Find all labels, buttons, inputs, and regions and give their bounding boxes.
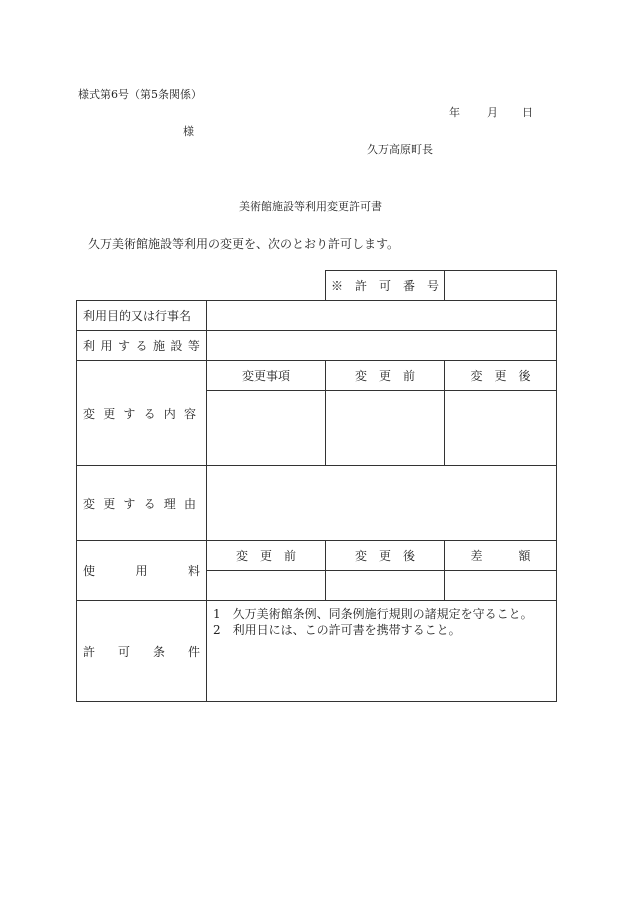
reason-label-cell: [77, 466, 207, 541]
date-year: 年: [449, 106, 460, 119]
date-month: 月: [487, 106, 498, 119]
fee-after-value: [326, 571, 445, 601]
fee-difference-value: [445, 571, 557, 601]
form-id: 様式第6号（第5条関係）: [78, 88, 202, 101]
permit-number-label: ※ 許 可 番 号: [326, 271, 445, 301]
change-content-label: 変 更 す る 内 容: [83, 406, 196, 421]
change-header-before: 変 更 前: [326, 361, 445, 391]
fee-before-value: [207, 571, 326, 601]
addressee-suffix: 様: [183, 125, 194, 138]
fee-label: 使 用 料: [83, 564, 200, 578]
change-before-value: [326, 391, 445, 466]
fee-header-before: 変 更 前: [207, 541, 326, 571]
conditions-label-cell: [77, 601, 207, 702]
change-header-after: 変 更 後: [445, 361, 557, 391]
change-content-label-cell: [77, 361, 207, 466]
condition-item: 2 利用日には、この許可書を携帯すること。: [213, 623, 461, 637]
conditions-list: [207, 601, 557, 702]
document-title: 美術館施設等利用変更許可書: [239, 200, 382, 213]
change-after-value: [445, 391, 557, 466]
fee-header-after: 変 更 後: [326, 541, 445, 571]
issuer-name: 久万高原町長: [367, 143, 433, 156]
intro-text: 久万美術館施設等利用の変更を、次のとおり許可します。: [88, 237, 400, 251]
permit-form-table: [76, 270, 557, 702]
fee-header-difference: 差 額: [445, 541, 557, 571]
change-header-item: 変更事項: [207, 361, 326, 391]
date-day: 日: [522, 106, 533, 119]
blank-cell: [77, 271, 326, 301]
permit-number-value: [445, 271, 557, 301]
facility-label-cell: [77, 331, 207, 361]
condition-item: 1 久万美術館条例、同条例施行規則の諸規定を守ること。: [213, 607, 533, 621]
fee-label-cell: [77, 541, 207, 601]
purpose-label: 利用目的又は行事名: [77, 301, 207, 331]
facility-label: 利 用 す る 施 設 等: [83, 339, 200, 353]
facility-value: [207, 331, 557, 361]
conditions-label: 許 可 条 件: [83, 644, 200, 659]
change-item-value: [207, 391, 326, 466]
reason-label: 変 更 す る 理 由: [83, 496, 196, 511]
purpose-value: [207, 301, 557, 331]
reason-value: [207, 466, 557, 541]
